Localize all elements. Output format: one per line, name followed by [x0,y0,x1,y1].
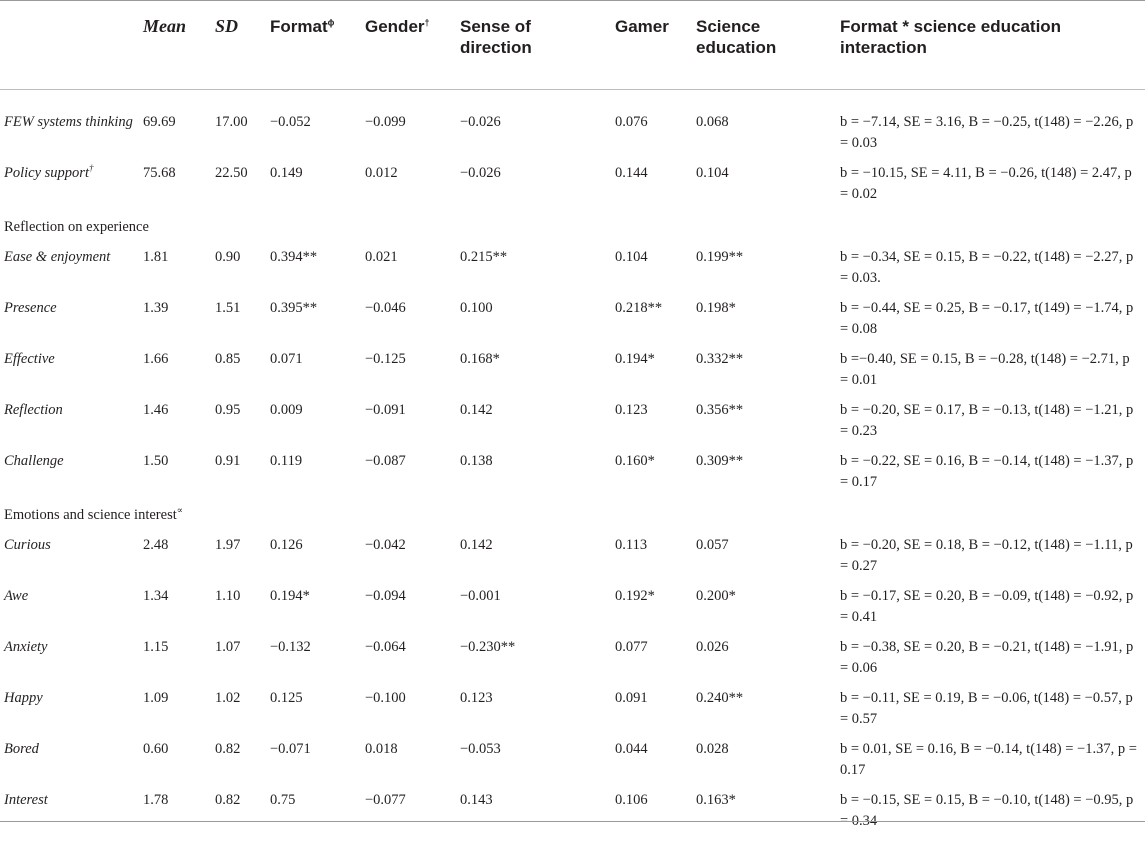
table-row [0,739,1145,790]
section-label-text: Reflection on experience [4,219,149,235]
cell-gender: −0.042 [365,535,460,586]
cell-gender: −0.099 [365,90,460,164]
row-label-text: FEW systems thinking [4,114,133,130]
header-format-text: Format [270,17,328,36]
cell-format: 0.125 [270,688,365,739]
cell-format: 0.149 [270,163,365,214]
cell-sd: 1.07 [215,637,270,688]
cell-mean: 1.46 [143,400,215,451]
header-mean: Mean [143,1,215,90]
cell-direction: 0.100 [460,298,615,349]
cell-mean: 1.50 [143,451,215,502]
cell-interaction: b = −0.44, SE = 0.25, B = −0.17, t(149) = −1.74, p = 0.08 [840,298,1145,349]
cell-science: 0.356** [696,400,840,451]
row-label [0,688,143,739]
cell-format: −0.071 [270,739,365,790]
row-label-text: Happy [4,690,43,706]
cell-direction: 0.138 [460,451,615,502]
cell-sd: 0.95 [215,400,270,451]
cell-mean: 0.60 [143,739,215,790]
header-interaction: Format * science education interaction [840,1,1145,90]
cell-direction: 0.142 [460,535,615,586]
table-row [0,349,1145,400]
row-label [0,535,143,586]
cell-format: 0.119 [270,451,365,502]
cell-gamer: 0.076 [615,90,696,164]
cell-mean: 1.15 [143,637,215,688]
table-row [0,298,1145,349]
row-label-text: Interest [4,792,48,808]
cell-science: 0.068 [696,90,840,164]
row-label-text: Policy support [4,165,89,181]
header-gamer: Gamer [615,1,696,90]
cell-interaction: b = −0.11, SE = 0.19, B = −0.06, t(148) = −0.57, p = 0.57 [840,688,1145,739]
cell-science: 0.309** [696,451,840,502]
cell-science: 0.240** [696,688,840,739]
row-label [0,451,143,502]
header-sd: SD [215,1,270,90]
cell-science: 0.332** [696,349,840,400]
cell-interaction: b = −10.15, SE = 4.11, B = −0.26, t(148) = 2.47, p = 0.02 [840,163,1145,214]
cell-gender: −0.064 [365,637,460,688]
cell-interaction: b =−0.40, SE = 0.15, B = −0.28, t(148) = −2.71, p = 0.01 [840,349,1145,400]
row-label-text: Curious [4,537,51,553]
row-label [0,400,143,451]
cell-format: −0.052 [270,90,365,164]
cell-format: −0.132 [270,637,365,688]
row-label-text: Reflection [4,402,63,418]
cell-interaction: b = −0.20, SE = 0.17, B = −0.13, t(148) = −1.21, p = 0.23 [840,400,1145,451]
cell-interaction: b = −0.38, SE = 0.20, B = −0.21, t(148) = −1.91, p = 0.06 [840,637,1145,688]
cell-sd: 1.51 [215,298,270,349]
header-gender [365,1,460,90]
cell-science: 0.199** [696,247,840,298]
section-label [0,502,1145,535]
cell-sd: 0.91 [215,451,270,502]
table-row [0,790,1145,844]
table-row [0,637,1145,688]
row-label [0,247,143,298]
cell-gender: −0.091 [365,400,460,451]
cell-direction: 0.142 [460,400,615,451]
cell-gamer: 0.113 [615,535,696,586]
table-row [0,688,1145,739]
cell-mean: 1.81 [143,247,215,298]
cell-direction: 0.123 [460,688,615,739]
row-label [0,790,143,844]
cell-mean: 1.78 [143,790,215,844]
cell-format: 0.395** [270,298,365,349]
cell-mean: 2.48 [143,535,215,586]
cell-sd: 0.85 [215,349,270,400]
header-label [0,1,143,90]
cell-mean: 1.66 [143,349,215,400]
cell-direction: −0.053 [460,739,615,790]
cell-science: 0.026 [696,637,840,688]
cell-gender: −0.087 [365,451,460,502]
row-label-text: Presence [4,300,57,316]
table-row [0,90,1145,164]
section-label-text: Emotions and science interest [4,507,177,523]
cell-gender: −0.125 [365,349,460,400]
row-label-text: Awe [4,588,28,604]
cell-sd: 17.00 [215,90,270,164]
row-label [0,739,143,790]
cell-science: 0.028 [696,739,840,790]
cell-interaction: b = −0.15, SE = 0.15, B = −0.10, t(148) = −0.95, p = 0.34 [840,790,1145,844]
row-label [0,90,143,164]
cell-sd: 0.90 [215,247,270,298]
cell-direction: 0.143 [460,790,615,844]
row-label-text: Anxiety [4,639,47,655]
cell-science: 0.198* [696,298,840,349]
table-body [0,90,1145,844]
header-gender-text: Gender [365,17,425,36]
row-label-sup: † [89,163,94,173]
cell-format: 0.194* [270,586,365,637]
cell-mean: 69.69 [143,90,215,164]
cell-gender: −0.100 [365,688,460,739]
cell-gamer: 0.160* [615,451,696,502]
table-header [0,1,1145,90]
cell-gamer: 0.104 [615,247,696,298]
cell-gamer: 0.144 [615,163,696,214]
cell-sd: 22.50 [215,163,270,214]
cell-sd: 0.82 [215,790,270,844]
cell-gamer: 0.194* [615,349,696,400]
section-label-sup: ∝ [177,505,183,515]
header-format [270,1,365,90]
cell-direction: 0.168* [460,349,615,400]
cell-gamer: 0.123 [615,400,696,451]
cell-sd: 1.02 [215,688,270,739]
cell-mean: 1.09 [143,688,215,739]
cell-science: 0.057 [696,535,840,586]
cell-direction: −0.026 [460,163,615,214]
header-direction: Sense of direction [460,1,615,90]
cell-gamer: 0.218** [615,298,696,349]
cell-interaction: b = −7.14, SE = 3.16, B = −0.25, t(148) = −2.26, p = 0.03 [840,90,1145,164]
cell-interaction: b = −0.17, SE = 0.20, B = −0.09, t(148) = −0.92, p = 0.41 [840,586,1145,637]
cell-science: 0.163* [696,790,840,844]
row-label [0,637,143,688]
row-label-text: Effective [4,351,55,367]
cell-direction: −0.001 [460,586,615,637]
cell-format: 0.394** [270,247,365,298]
cell-sd: 1.10 [215,586,270,637]
cell-mean: 75.68 [143,163,215,214]
cell-format: 0.126 [270,535,365,586]
cell-gender: 0.012 [365,163,460,214]
table-row [0,535,1145,586]
cell-gamer: 0.192* [615,586,696,637]
table-row [0,586,1145,637]
cell-science: 0.200* [696,586,840,637]
cell-gamer: 0.091 [615,688,696,739]
cell-gamer: 0.044 [615,739,696,790]
cell-science: 0.104 [696,163,840,214]
cell-direction: 0.215** [460,247,615,298]
section-label [0,214,1145,247]
cell-gamer: 0.106 [615,790,696,844]
header-science: Science education [696,1,840,90]
row-label-text: Bored [4,741,39,757]
cell-sd: 0.82 [215,739,270,790]
table-row [0,163,1145,214]
cell-gender: 0.021 [365,247,460,298]
row-label [0,163,143,214]
cell-gender: −0.046 [365,298,460,349]
table-row [0,400,1145,451]
cell-format: 0.75 [270,790,365,844]
cell-format: 0.071 [270,349,365,400]
cell-interaction: b = 0.01, SE = 0.16, B = −0.14, t(148) = −1.37, p = 0.17 [840,739,1145,790]
row-label [0,349,143,400]
cell-gender: 0.018 [365,739,460,790]
cell-gender: −0.094 [365,586,460,637]
header-format-sup: ϕ [328,17,335,27]
row-label [0,298,143,349]
section-row [0,502,1145,535]
cell-format: 0.009 [270,400,365,451]
row-label-text: Challenge [4,453,64,469]
table-row [0,451,1145,502]
table-row [0,247,1145,298]
cell-mean: 1.34 [143,586,215,637]
cell-mean: 1.39 [143,298,215,349]
header-gender-sup: † [425,17,430,27]
bottom-rule [0,821,1145,822]
cell-interaction: b = −0.20, SE = 0.18, B = −0.12, t(148) = −1.11, p = 0.27 [840,535,1145,586]
cell-direction: −0.026 [460,90,615,164]
row-label-text: Ease & enjoyment [4,249,110,265]
cell-interaction: b = −0.34, SE = 0.15, B = −0.22, t(148) = −2.27, p = 0.03. [840,247,1145,298]
cell-interaction: b = −0.22, SE = 0.16, B = −0.14, t(148) = −1.37, p = 0.17 [840,451,1145,502]
row-label [0,586,143,637]
cell-direction: −0.230** [460,637,615,688]
cell-sd: 1.97 [215,535,270,586]
cell-gender: −0.077 [365,790,460,844]
section-row [0,214,1145,247]
cell-gamer: 0.077 [615,637,696,688]
